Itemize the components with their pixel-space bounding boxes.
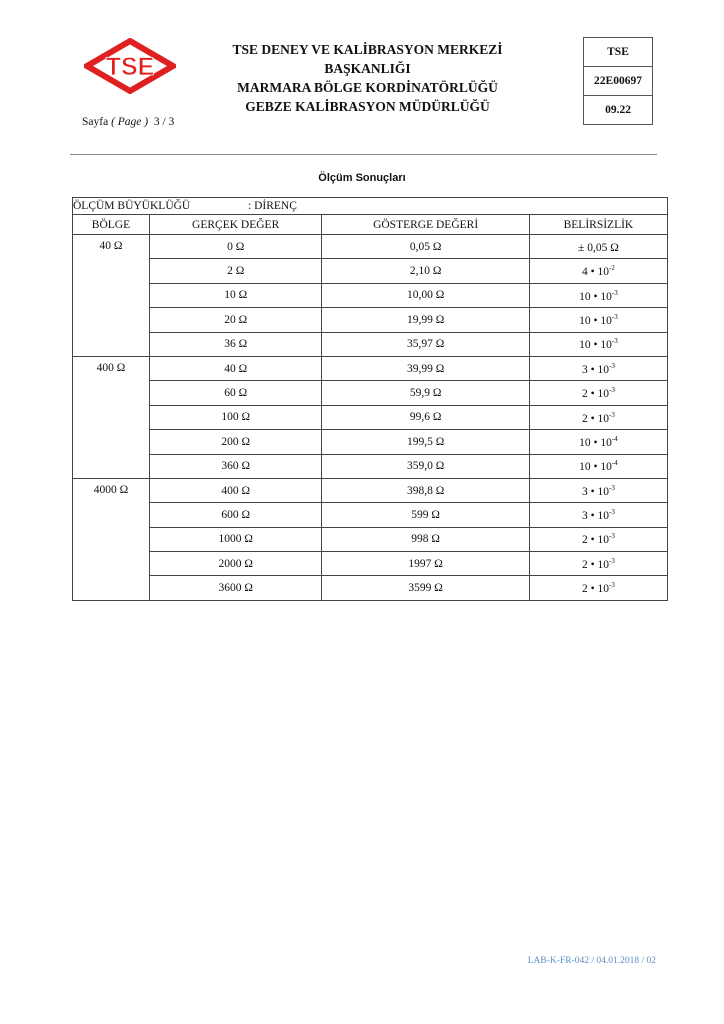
form-code-footer: LAB-K-FR-042 / 04.01.2018 / 02 — [527, 956, 656, 966]
uncertainty-base: 2 • 10 — [581, 534, 609, 547]
code-cell: TSE — [584, 38, 652, 67]
reading-cell: 398,8 Ω — [322, 478, 529, 502]
uncertainty-base: 2 • 10 — [581, 387, 609, 400]
true-value-cell: 36 Ω — [149, 332, 321, 356]
uncertainty-exponent: -2 — [609, 264, 615, 273]
reading-cell: 1997 Ω — [322, 552, 529, 576]
reading-cell: 39,99 Ω — [322, 356, 529, 380]
quantity-label: ÖLÇÜM BÜYÜKLÜĞÜ — [73, 200, 191, 212]
column-header: BÖLGE — [73, 215, 150, 235]
table-row — [73, 381, 668, 405]
uncertainty-base: 10 • 10 — [579, 461, 612, 474]
uncertainty-base: 2 • 10 — [581, 558, 609, 571]
table-row — [73, 259, 668, 283]
uncertainty-exponent: -3 — [611, 288, 618, 297]
uncertainty-base: 10 • 10 — [579, 314, 612, 327]
range-cell: 4000 Ω — [73, 478, 150, 600]
title-line: TSE DENEY VE KALİBRASYON MERKEZİ — [232, 42, 503, 57]
code-cell: 09.22 — [605, 104, 631, 116]
true-value-cell: 60 Ω — [149, 381, 321, 405]
uncertainty-base: 10 • 10 — [579, 436, 612, 449]
table-row — [73, 478, 668, 502]
range-cell: 400 Ω — [73, 356, 150, 478]
true-value-cell: 2 Ω — [149, 259, 321, 283]
reading-cell: 59,9 Ω — [322, 381, 529, 405]
uncertainty-base: 10 • 10 — [579, 290, 612, 303]
true-value-cell: 100 Ω — [149, 405, 321, 429]
true-value-cell: 400 Ω — [149, 478, 321, 502]
uncertainty-exponent: -3 — [609, 410, 615, 419]
reading-cell: 2,10 Ω — [322, 259, 529, 283]
table-row — [73, 454, 668, 478]
uncertainty-exponent: -3 — [609, 581, 615, 590]
uncertainty-cell — [529, 308, 667, 332]
tse-logo — [84, 38, 176, 94]
table-row — [73, 503, 668, 527]
table-row — [73, 576, 668, 600]
table-row — [73, 405, 668, 429]
uncertainty-base: 3 • 10 — [581, 363, 609, 376]
title-line: MARMARA BÖLGE KORDİNATÖRLÜĞÜ — [237, 80, 498, 95]
page-label: Sayfa — [82, 116, 109, 128]
uncertainty-base: 4 • 10 — [581, 266, 609, 278]
reading-cell: 599 Ω — [322, 503, 529, 527]
uncertainty-base: ± 0,05 Ω — [578, 241, 619, 254]
column-header: GÖSTERGE DEĞERİ — [322, 215, 529, 235]
uncertainty-exponent: -3 — [611, 337, 618, 346]
uncertainty-base: 3 • 10 — [581, 509, 609, 522]
true-value-cell: 2000 Ω — [149, 552, 321, 576]
uncertainty-base: 3 • 10 — [581, 485, 609, 498]
uncertainty-cell — [529, 405, 667, 429]
results-table — [72, 197, 668, 601]
table-row — [73, 356, 668, 380]
uncertainty-cell — [529, 552, 667, 576]
page-label-en: ( Page ) — [111, 116, 149, 128]
uncertainty-exponent: -4 — [611, 459, 618, 468]
table-row — [73, 552, 668, 576]
document-code-box — [583, 37, 653, 125]
table-row — [73, 308, 668, 332]
reading-cell: 10,00 Ω — [322, 283, 529, 307]
uncertainty-cell — [529, 503, 667, 527]
uncertainty-cell — [529, 576, 667, 600]
divider — [70, 154, 657, 155]
true-value-cell: 20 Ω — [149, 308, 321, 332]
uncertainty-cell — [529, 527, 667, 551]
table-row — [73, 283, 668, 307]
reading-cell: 998 Ω — [322, 527, 529, 551]
quantity-value: : DİRENÇ — [248, 200, 297, 212]
range-cell: 40 Ω — [73, 235, 150, 357]
page-number: 3 / 3 — [153, 116, 175, 128]
true-value-cell: 0 Ω — [149, 235, 321, 259]
reading-cell: 3599 Ω — [322, 576, 529, 600]
table-row — [73, 430, 668, 454]
reading-cell: 199,5 Ω — [322, 430, 529, 454]
svg-text:TSE: TSE — [105, 53, 155, 81]
uncertainty-cell — [529, 332, 667, 356]
page-indicator — [82, 116, 174, 128]
column-header: BELİRSİZLİK — [529, 215, 667, 235]
uncertainty-cell — [529, 478, 667, 502]
column-header: GERÇEK DEĞER — [149, 215, 321, 235]
institution-title — [200, 40, 535, 116]
uncertainty-base: 2 • 10 — [581, 583, 609, 596]
uncertainty-exponent: -3 — [609, 556, 615, 565]
true-value-cell: 600 Ω — [149, 503, 321, 527]
uncertainty-exponent: -4 — [611, 434, 618, 443]
uncertainty-cell — [529, 430, 667, 454]
table-row — [73, 235, 668, 259]
uncertainty-cell — [529, 356, 667, 380]
uncertainty-exponent: -3 — [611, 312, 618, 321]
uncertainty-exponent: -3 — [609, 361, 615, 370]
true-value-cell: 200 Ω — [149, 430, 321, 454]
true-value-cell: 10 Ω — [149, 283, 321, 307]
true-value-cell: 1000 Ω — [149, 527, 321, 551]
section-title: Ölçüm Sonuçları — [318, 172, 406, 184]
table-row — [73, 332, 668, 356]
true-value-cell: 3600 Ω — [149, 576, 321, 600]
uncertainty-cell — [529, 283, 667, 307]
table-row — [73, 527, 668, 551]
title-line: BAŞKANLIĞI — [324, 61, 411, 76]
uncertainty-exponent: -3 — [609, 532, 615, 541]
uncertainty-exponent: -3 — [609, 483, 615, 492]
reading-cell: 0,05 Ω — [322, 235, 529, 259]
uncertainty-exponent: -3 — [609, 508, 615, 517]
reading-cell: 19,99 Ω — [322, 308, 529, 332]
header-row — [73, 215, 668, 235]
uncertainty-base: 2 • 10 — [581, 412, 609, 425]
uncertainty-exponent: -3 — [609, 386, 615, 395]
reading-cell: 99,6 Ω — [322, 405, 529, 429]
uncertainty-base: 10 • 10 — [579, 339, 612, 352]
title-line: GEBZE KALİBRASYON MÜDÜRLÜĞÜ — [245, 99, 490, 114]
uncertainty-cell — [529, 235, 667, 259]
true-value-cell: 360 Ω — [149, 454, 321, 478]
reading-cell: 359,0 Ω — [322, 454, 529, 478]
uncertainty-cell — [529, 454, 667, 478]
reading-cell: 35,97 Ω — [322, 332, 529, 356]
code-cell: 22E00697 — [584, 67, 652, 96]
uncertainty-cell — [529, 381, 667, 405]
quantity-row — [73, 198, 668, 215]
uncertainty-cell — [529, 259, 667, 283]
true-value-cell: 40 Ω — [149, 356, 321, 380]
